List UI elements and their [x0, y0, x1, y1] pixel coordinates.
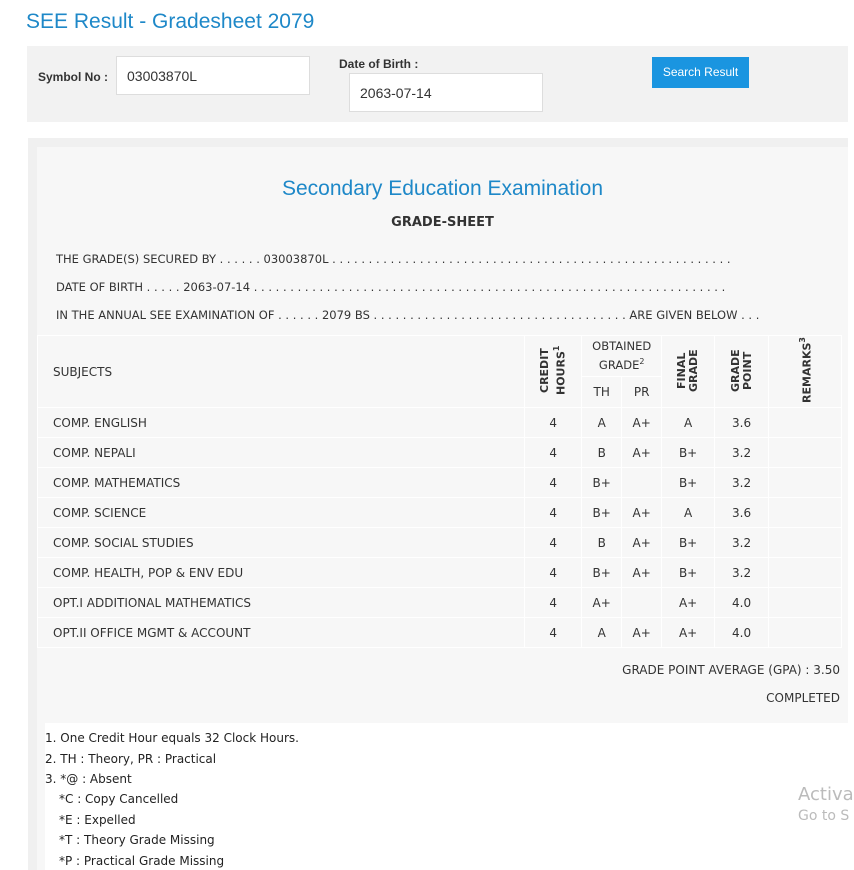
header-remarks-text [797, 337, 814, 403]
credit-hours-label: CREDIT HOURS [537, 347, 568, 395]
table-row [38, 588, 842, 618]
cell-final: B+ [662, 528, 715, 558]
note-item: *E : Expelled [59, 813, 136, 827]
note-item: *P : Practical Grade Missing [59, 854, 225, 868]
cell-th: A+ [582, 588, 622, 618]
table-row [38, 498, 842, 528]
header-obtained-grade [582, 336, 662, 377]
cell-subject: COMP. NEPALI [38, 438, 525, 468]
cell-gp: 3.2 [715, 438, 769, 468]
cell-final: B+ [662, 468, 715, 498]
cell-th: A [582, 408, 622, 438]
header-credit-hours [525, 336, 582, 408]
cell-remarks [769, 558, 842, 588]
cell-th: A [582, 618, 622, 648]
cell-remarks [769, 588, 842, 618]
gradesheet [37, 147, 848, 870]
remarks-sup: 3 [797, 337, 807, 343]
cell-gp: 3.6 [715, 408, 769, 438]
table-row [38, 528, 842, 558]
cell-final: B+ [662, 438, 715, 468]
dob-label: Date of Birth : [339, 57, 419, 71]
cell-th: B+ [582, 558, 622, 588]
obtained-grade-label: OBTAINED GRADE [592, 339, 652, 372]
header-final-grade [662, 336, 715, 408]
dob-line: DATE OF BIRTH . . . . . 2063-07-14 . . . . . . . . . . . . . . . . . . . . . . . . . . . . . . . . . . . . . . . . . . . . . . . . . . . . . . . . . . . . . . . . . [56, 280, 726, 294]
table-row [38, 468, 842, 498]
header-remarks [769, 336, 842, 408]
dob-input[interactable]: 2063-07-14 [349, 73, 543, 112]
cell-final: A [662, 408, 715, 438]
activation-watermark: Activa [798, 784, 854, 805]
secured-by-line: THE GRADE(S) SECURED BY . . . . . . 03003870L . . . . . . . . . . . . . . . . . . . . . . . . . . . . . . . . . . . . . . . . . . . . . . . . . . . . . . . [56, 252, 731, 266]
cell-th: B [582, 438, 622, 468]
cell-final: A+ [662, 618, 715, 648]
cell-final: A+ [662, 588, 715, 618]
search-panel [27, 46, 848, 122]
cell-subject: OPT.II OFFICE MGMT & ACCOUNT [38, 618, 525, 648]
cell-gp: 3.6 [715, 498, 769, 528]
remarks-label: REMARKS [800, 342, 814, 403]
cell-pr: A+ [622, 558, 662, 588]
note-item: 2. TH : Theory, PR : Practical [45, 752, 217, 766]
note-item: 3. *@ : Absent [45, 772, 132, 786]
cell-remarks [769, 618, 842, 648]
cell-remarks [769, 528, 842, 558]
header-pr: PR [622, 377, 662, 408]
cell-credit: 4 [525, 438, 582, 468]
activation-watermark-sub: Go to S [798, 808, 850, 824]
credit-hours-sup: 1 [551, 345, 561, 351]
grade-point-label: GRADE POINT [728, 348, 754, 392]
cell-remarks [769, 498, 842, 528]
cell-subject: COMP. SOCIAL STUDIES [38, 528, 525, 558]
cell-credit: 4 [525, 558, 582, 588]
cell-credit: 4 [525, 408, 582, 438]
cell-subject: COMP. ENGLISH [38, 408, 525, 438]
cell-remarks [769, 438, 842, 468]
cell-gp: 4.0 [715, 618, 769, 648]
cell-pr [622, 468, 662, 498]
table-row [38, 408, 842, 438]
table-row [38, 618, 842, 648]
table-row [38, 438, 842, 468]
cell-credit: 4 [525, 618, 582, 648]
cell-th: B [582, 528, 622, 558]
obtained-grade-sup: 2 [639, 357, 645, 367]
cell-gp: 3.2 [715, 528, 769, 558]
symbol-label: Symbol No : [38, 70, 109, 84]
final-grade-label: FINAL GRADE [675, 348, 701, 392]
grades-table [37, 335, 842, 648]
result-status: COMPLETED [766, 691, 840, 705]
exam-line: IN THE ANNUAL SEE EXAMINATION OF . . . . . . 2079 BS . . . . . . . . . . . . . . . . . . . . . . . . . . . . . . . . . . . ARE GIVEN BELOW . . . [56, 308, 760, 322]
cell-remarks [769, 468, 842, 498]
cell-pr [622, 588, 662, 618]
header-grade-point [715, 336, 769, 408]
grades-body [38, 408, 842, 648]
cell-remarks [769, 408, 842, 438]
note-item: *T : Theory Grade Missing [59, 833, 215, 847]
note-item: *C : Copy Cancelled [59, 792, 179, 806]
cell-pr: A+ [622, 408, 662, 438]
cell-pr: A+ [622, 498, 662, 528]
gpa-text: GRADE POINT AVERAGE (GPA) : 3.50 [622, 663, 840, 677]
note-item: 1. One Credit Hour equals 32 Clock Hours. [45, 731, 299, 745]
symbol-input[interactable]: 03003870L [116, 56, 310, 95]
page-title: SEE Result - Gradesheet 2079 [26, 10, 315, 33]
exam-title: Secondary Education Examination [281, 177, 604, 200]
gradesheet-container [28, 138, 848, 870]
cell-credit: 4 [525, 498, 582, 528]
cell-credit: 4 [525, 468, 582, 498]
cell-th: B+ [582, 498, 622, 528]
cell-subject: COMP. MATHEMATICS [38, 468, 525, 498]
cell-credit: 4 [525, 588, 582, 618]
cell-gp: 3.2 [715, 558, 769, 588]
gradesheet-title: GRADE-SHEET [391, 215, 494, 230]
cell-th: B+ [582, 468, 622, 498]
header-subjects [38, 336, 525, 408]
cell-pr: A+ [622, 438, 662, 468]
cell-subject: COMP. HEALTH, POP & ENV EDU [38, 558, 525, 588]
cell-credit: 4 [525, 528, 582, 558]
header-credit-hours-text [539, 336, 568, 405]
cell-gp: 3.2 [715, 468, 769, 498]
header-subjects-text: SUBJECTS [53, 364, 113, 379]
cell-pr: A+ [622, 618, 662, 648]
header-th: TH [582, 377, 622, 408]
cell-final: B+ [662, 558, 715, 588]
notes-panel [45, 723, 848, 870]
cell-pr: A+ [622, 528, 662, 558]
search-result-button[interactable]: Search Result [652, 57, 749, 88]
cell-final: A [662, 498, 715, 528]
table-row [38, 558, 842, 588]
cell-subject: OPT.I ADDITIONAL MATHEMATICS [38, 588, 525, 618]
cell-gp: 4.0 [715, 588, 769, 618]
cell-subject: COMP. SCIENCE [38, 498, 525, 528]
